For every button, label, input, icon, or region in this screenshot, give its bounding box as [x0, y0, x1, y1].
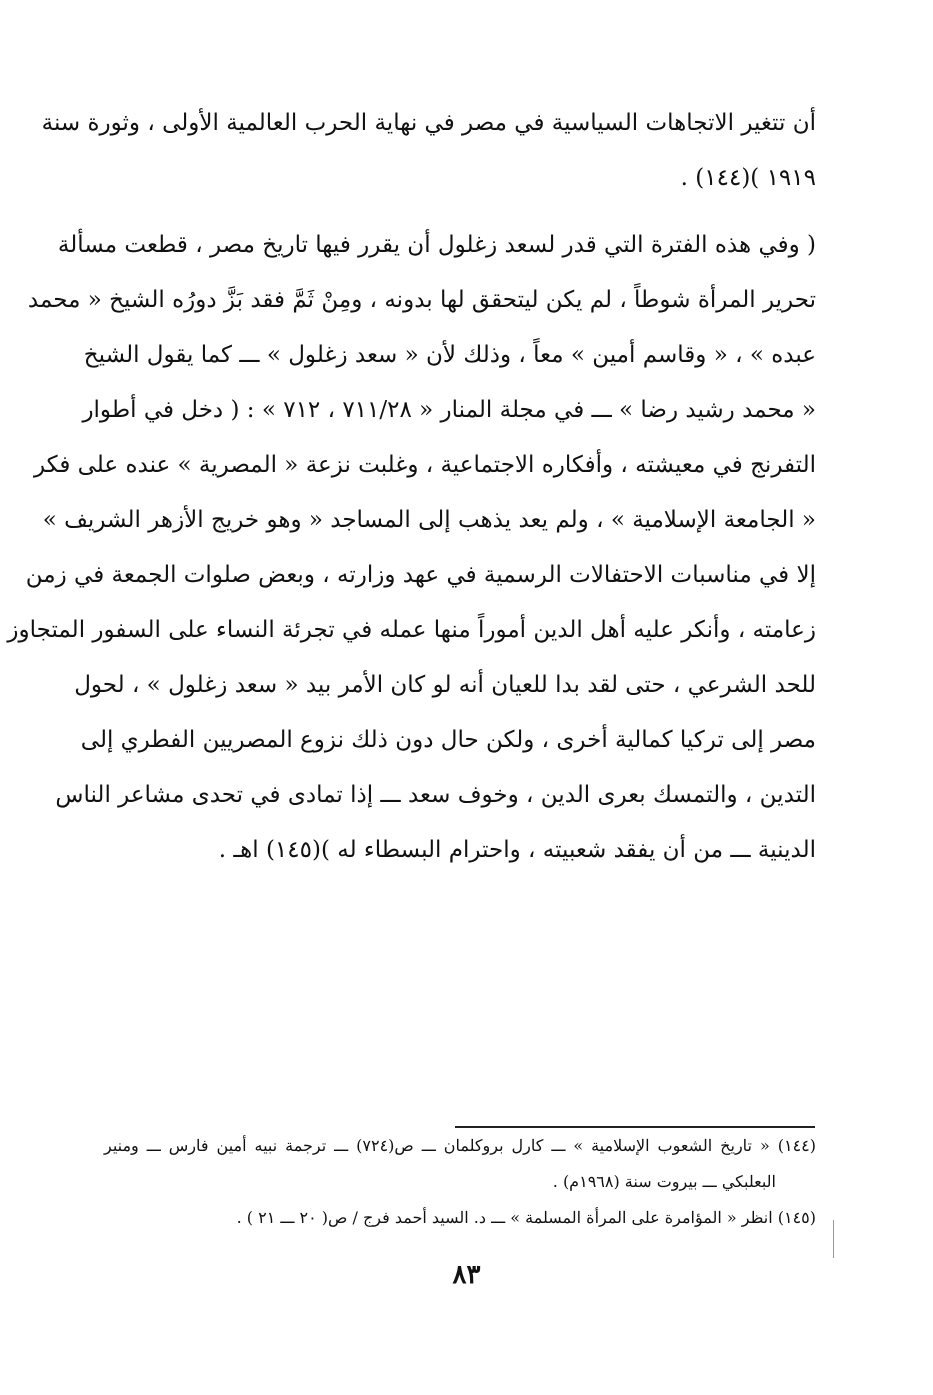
text-line: زعامته ، وأنكر عليه أهل الدين أموراً منها عمله في تجرئة النساء على السفور المتجاوز: [7, 617, 816, 643]
text-line: ( وفي هذه الفترة التي قدر لسعد زغلول أن يقرر فيها تاريخ مصر ، قطعت مسألة: [57, 232, 816, 258]
text-line: ١٩١٩ )(١٤٤) .: [680, 165, 816, 191]
text-line: « الجامعة الإسلامية » ، ولم يعد يذهب إلى المساجد « وهو خريج الأزهر الشريف »: [42, 507, 816, 533]
paragraph-2: [7, 218, 816, 878]
text-line: « محمد رشيد رضا » ـــ في مجلة المنار « ٧١١/٢٨ ، ٧١٢ » : ( دخل في أطوار: [82, 397, 816, 423]
footnotes: [104, 1128, 816, 1236]
margin-mark: [833, 1220, 834, 1258]
text-line: الدينية ـــ من أن يفقد شعبيته ، واحترام البسطاء له )(١٤٥) اهـ .: [218, 837, 816, 863]
text-line: إلا في مناسبات الاحتفالات الرسمية في عهد وزارته ، وبعض صلوات الجمعة في زمن: [25, 562, 816, 588]
paragraph-1: [41, 96, 816, 206]
footnote-144-line-1: (١٤٤) « تاريخ الشعوب الإسلامية » ـــ كارل بروكلمان ـــ ص(٧٢٤) ـــ ترجمة نبيه أمين فارس ـــ ومنير: [104, 1136, 816, 1155]
footnote-145: (١٤٥) انظر « المؤامرة على المرأة المسلمة » ـــ د. السيد أحمد فرج / ص( ٢٠ ـــ ٢١ ) .: [236, 1208, 816, 1227]
text-line: عبده » ، « وقاسم أمين » معاً ، وذلك لأن « سعد زغلول » ـــ كما يقول الشيخ: [83, 342, 816, 368]
text-line: مصر إلى تركيا كمالية أخرى ، ولكن حال دون ذلك نزوع المصريين الفطري إلى: [80, 727, 816, 753]
text-line: للحد الشرعي ، حتى لقد بدا للعيان أنه لو كان الأمر بيد « سعد زغلول » ، لحول: [74, 672, 816, 698]
page-number: ٨٣: [452, 1260, 481, 1290]
text-line: التدين ، والتمسك بعرى الدين ، وخوف سعد ـــ إذا تمادى في تحدى مشاعر الناس: [55, 782, 816, 808]
text-line: التفرنج في معيشته ، وأفكاره الاجتماعية ، وغلبت نزعة « المصرية » عنده على فكر: [33, 452, 816, 478]
footnote-144-line-2: البعلبكي ـــ بيروت سنة (١٩٦٨م) .: [552, 1172, 776, 1191]
text-line: تحرير المرأة شوطاً ، لم يكن ليتحقق لها بدونه ، ومِنْ ثَمَّ فقد بَزَّ دورُه الشيخ « محمد: [27, 287, 816, 313]
text-line: أن تتغير الاتجاهات السياسية في مصر في نهاية الحرب العالمية الأولى ، وثورة سنة: [41, 110, 816, 136]
